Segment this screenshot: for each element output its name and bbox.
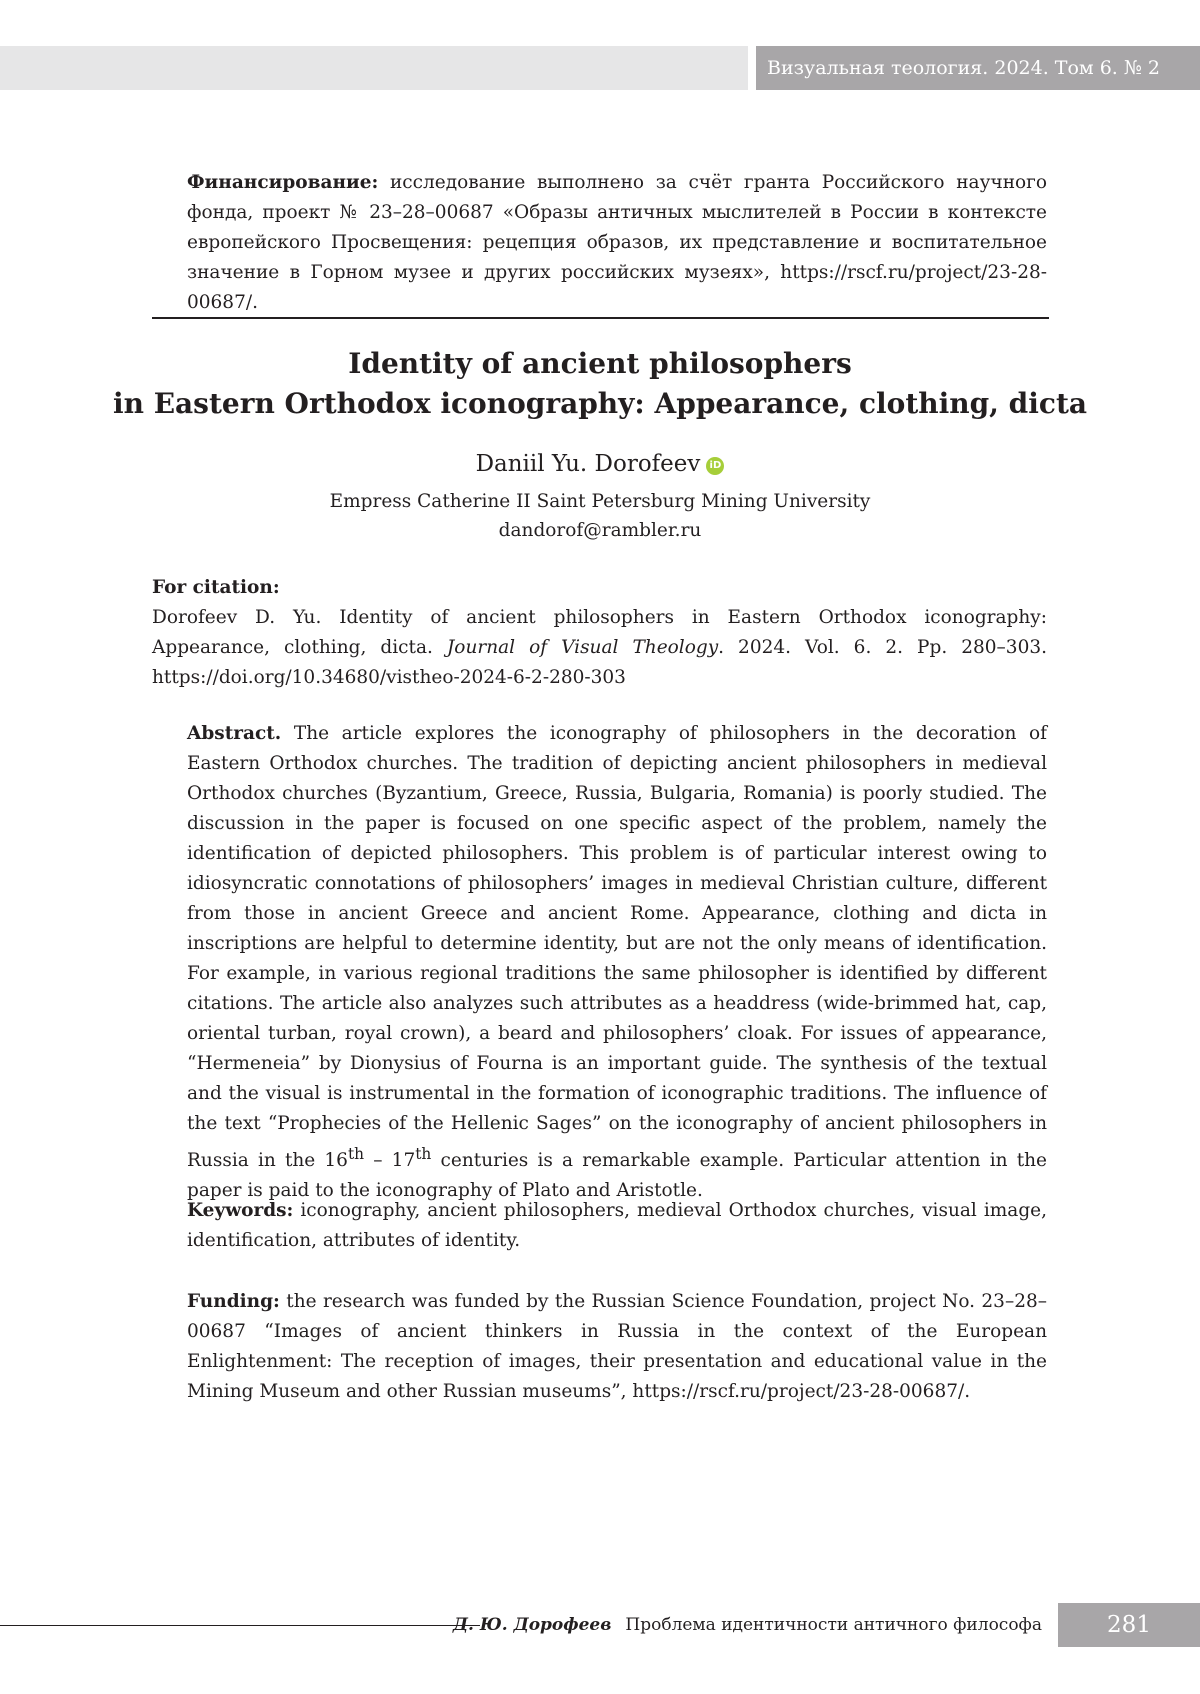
funding-en-paragraph bbox=[187, 1287, 1047, 1407]
funding-en-label: Funding: bbox=[187, 1291, 280, 1312]
abstract-text-a: The article explores the iconography of philosophers in the decoration of Eastern Orthodox churches. The tradition of depicting ancient philosophers in medieval Orthodox churches (Byzantium, Greece, Russia, Bulgaria, Romania) is poorly studied. The discussion in the paper is focused on one specific aspect of the problem, namely the identification of depicted philosophers. This problem is of particular interest owing to idiosyncratic connotations of philosophers’ images in medieval Christian culture, different from those in ancient Greece and ancient Rome. Appearance, clothing and dicta in inscriptions are helpful to determine identity, but are not the only means of identification. For example, in various regional traditions the same philosopher is identified by different citations. The article also analyzes such attributes as a headdress (wide-brimmed hat, cap, oriental turban, royal crown), a beard and philosophers’ cloak. For issues of appearance, “Hermeneia” by Dionysius of Fourna is an important guide. The synthesis of the textual and the visual is instrumental in the formation of iconographic traditions. The influence of the text “Prophecies of the Hellenic Sages” on the iconography of ancient philosophers in Russia in the 16 bbox=[187, 723, 1047, 1172]
keywords-text: iconography, ancient philosophers, medieval Orthodox churches, visual image, identification, attributes of identity. bbox=[187, 1200, 1047, 1251]
title-line-2: in Eastern Orthodox iconography: Appearance, clothing, dicta bbox=[112, 387, 1088, 420]
section-divider bbox=[152, 317, 1049, 319]
abstract-label: Abstract. bbox=[187, 723, 282, 744]
footer-author: Д. Ю. Дорофеев bbox=[452, 1615, 612, 1635]
orcid-icon[interactable]: iD bbox=[706, 457, 724, 475]
citation-text bbox=[152, 603, 1047, 693]
running-header bbox=[756, 46, 1200, 90]
author-affiliation: Empress Catherine II Saint Petersburg Mining University bbox=[329, 491, 871, 512]
citation-block bbox=[152, 573, 1047, 693]
footer-rule bbox=[0, 1625, 480, 1626]
abstract-sup-1: th bbox=[347, 1145, 365, 1163]
journal-issue-label: Визуальная теология. 2024. Том 6. № 2 bbox=[767, 57, 1160, 79]
funding-ru-text: исследование выполнено за счёт гранта Российского научного фонда, проект № 23–28–00687 «Образы античных мыслителей в России в контексте европейского Просвещения: рецепция образов, их представление и воспитательное значение в Горном музее и других российских музеях», https://rscf.ru/project/23-28-00687/. bbox=[187, 172, 1047, 313]
funding-en-text: the research was funded by the Russian Science Foundation, project No. 23–28–00687 “Images of ancient thinkers in Russia in the context of the European Enlightenment: The reception of images, their presentation and educational value in the Mining Museum and other Russian museums”, https://rscf.ru/project/23-28-00687/. bbox=[187, 1291, 1047, 1402]
keywords-label: Keywords: bbox=[187, 1200, 294, 1221]
author-line bbox=[0, 448, 1200, 480]
funding-ru-label: Финансирование: bbox=[187, 172, 379, 193]
running-footer bbox=[453, 1610, 1042, 1640]
author-email[interactable]: dandorof@rambler.ru bbox=[498, 520, 702, 541]
abstract-sup-2: th bbox=[415, 1145, 432, 1163]
citation-journal: Journal of Visual Theology bbox=[446, 637, 719, 658]
citation-text-after: . 2024. Vol. 6. 2. Pp. 280–303. https://doi.org/10.34680/vistheo-2024-6-2-280-303 bbox=[152, 637, 1047, 688]
author-name: Daniil Yu. Dorofeev bbox=[475, 451, 701, 477]
header-band bbox=[0, 46, 748, 90]
abstract-text-b: – 17 bbox=[364, 1150, 416, 1172]
title-line-1: Identity of ancient philosophers bbox=[348, 347, 852, 380]
citation-heading: For citation: bbox=[152, 577, 280, 598]
page-number: 281 bbox=[1058, 1603, 1200, 1647]
funding-ru-paragraph bbox=[187, 168, 1047, 318]
article-title bbox=[100, 344, 1100, 424]
abstract-text-c: centuries is a remarkable example. Particular attention in the paper is paid to the iconography of Plato and Aristotle. bbox=[187, 1150, 1047, 1202]
footer-running-title: Проблема идентичности античного философа bbox=[625, 1615, 1042, 1635]
abstract-paragraph bbox=[187, 719, 1047, 1206]
keywords-paragraph bbox=[187, 1196, 1047, 1256]
citation-text-before: Dorofeev D. Yu. Identity of ancient philosophers in Eastern Orthodox iconography: Appearance, clothing, dicta. bbox=[152, 607, 1047, 658]
